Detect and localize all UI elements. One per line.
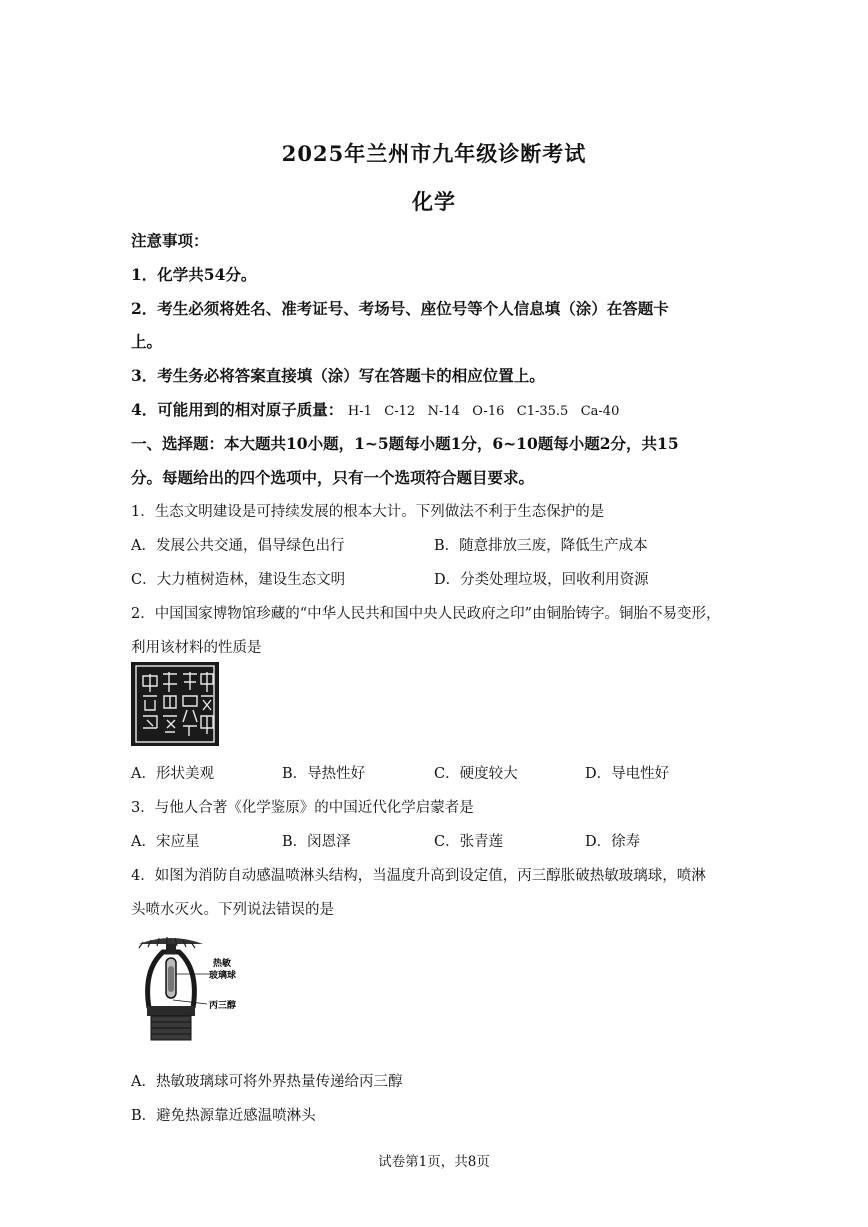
q1-option-d[interactable]: D．分类处理垃圾，回收利用资源 [434, 572, 649, 588]
q2-option-b[interactable]: B．导热性好 [282, 766, 366, 782]
sprinkler-diagram [131, 930, 251, 1052]
q3-option-c[interactable]: C．张青莲 [434, 834, 504, 850]
exam-title: 2025年兰州市九年级诊断考试 [281, 141, 587, 166]
note-1: 1．化学共54分。 [131, 265, 257, 284]
q2-option-c[interactable]: C．硬度较大 [434, 766, 518, 782]
page-footer: 试卷第1页，共8页 [378, 1154, 490, 1170]
subject-title: 化学 [412, 189, 456, 214]
q2-stem-line1: 2．中国国家博物馆珍藏的“中华人民共和国中央人民政府之印”由铜胎铸字。铜胎不易变形， [131, 606, 721, 622]
label-bulb-line1: 热敏 [213, 959, 232, 969]
q2-stem-line2: 利用该材料的性质是 [131, 640, 262, 656]
section1-line1: 一、选择题：本大题共10小题，1~5题每小题1分，6~10题每小题2分，共15 [131, 434, 679, 453]
q4-stem-line2: 头喷水灭火。下列说法错误的是 [131, 902, 334, 918]
label-glycerol: 丙三醇 [209, 1001, 237, 1011]
q3-option-b[interactable]: B．闵恩泽 [282, 834, 351, 850]
note-2: 2．考生必须将姓名、准考证号、考场号、座位号等个人信息填（涂）在答题卡 [131, 299, 669, 318]
atomic-masses: H-1 C-12 N-14 O-16 C1-35.5 Ca-40 [347, 404, 620, 419]
seal-image [131, 662, 219, 746]
q1-option-b[interactable]: B．随意排放三废，降低生产成本 [434, 538, 648, 554]
q4-option-b[interactable]: B．避免热源靠近感温喷淋头 [131, 1108, 316, 1124]
note-4 [131, 398, 619, 420]
q1-option-a[interactable]: A．发展公共交通，倡导绿色出行 [131, 538, 345, 554]
q3-option-a[interactable]: A．宋应星 [131, 834, 200, 850]
q1-stem: 1．生态文明建设是可持续发展的根本大计。下列做法不利于生态保护的是 [131, 504, 605, 520]
q2-option-d[interactable]: D．导电性好 [585, 766, 670, 782]
q4-stem-line1: 4．如图为消防自动感温喷淋头结构，当温度升高到设定值，丙三醇胀破热敏玻璃球，喷淋 [131, 868, 706, 884]
q3-stem: 3．与他人合著《化学鉴原》的中国近代化学启蒙者是 [131, 800, 474, 816]
section1-line2: 分。每题给出的四个选项中，只有一个选项符合题目要求。 [131, 468, 535, 487]
q4-option-a[interactable]: A．热敏玻璃球可将外界热量传递给丙三醇 [131, 1074, 403, 1090]
label-bulb-line2: 玻璃球 [209, 971, 237, 981]
note-4-label: 4．可能用到的相对原子质量： [131, 400, 344, 419]
notes-heading: 注意事项： [131, 231, 209, 250]
q2-option-a[interactable]: A．形状美观 [131, 766, 214, 782]
q3-option-d[interactable]: D．徐寿 [585, 834, 641, 850]
q1-option-c[interactable]: C．大力植树造林，建设生态文明 [131, 572, 346, 588]
note-2-cont: 上。 [131, 332, 163, 351]
note-3: 3．考生务必将答案直接填（涂）写在答题卡的相应位置上。 [131, 366, 545, 385]
